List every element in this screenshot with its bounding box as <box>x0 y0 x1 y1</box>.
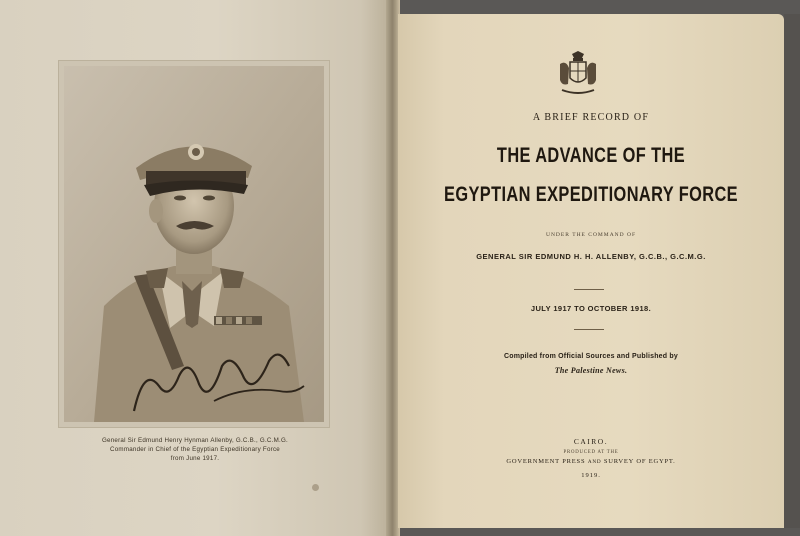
under-command-text: UNDER THE COMMAND OF <box>545 232 637 238</box>
general-portrait-photo <box>64 66 324 422</box>
royal-coat-of-arms-icon <box>556 50 600 98</box>
imprint-press <box>398 458 784 465</box>
compiled-statement: Compiled from Official Sources and Published by <box>504 353 678 360</box>
general-name: GENERAL SIR EDMUND H. H. ALLENBY, G.C.B., G.C.M.G. <box>476 252 706 261</box>
page-edge-shadow <box>784 14 800 528</box>
subtitle-brief-record: A BRIEF RECORD OF <box>532 112 650 123</box>
caption-line: General Sir Edmund Henry Hynman Allenby, G.C.B., G.C.M.G. <box>101 437 289 444</box>
portrait-caption <box>60 436 330 463</box>
caption-line: Commander in Chief of the Egyptian Expeditionary Force <box>110 446 280 453</box>
imprint-year: 1919. <box>581 472 601 479</box>
title-line-2: EGYPTIAN EXPEDITIONARY FORCE <box>444 183 738 206</box>
survey-name: SURVEY OF EGYPT. <box>603 458 676 465</box>
press-and: AND <box>587 459 602 465</box>
imprint-produced-at: PRODUCED AT THE <box>563 450 619 455</box>
title-line-1: THE ADVANCE OF THE <box>496 144 686 167</box>
date-range: JULY 1917 TO OCTOBER 1918. <box>530 304 652 313</box>
caption-line: from June 1917. <box>170 455 220 462</box>
publisher-name: The Palestine News. <box>554 366 628 375</box>
paper-stain <box>312 484 319 491</box>
divider-rule <box>574 289 604 290</box>
imprint-city: CAIRO. <box>573 437 609 446</box>
frontispiece-page <box>0 0 392 536</box>
press-name: GOVERNMENT PRESS <box>506 458 586 465</box>
portrait-plate <box>58 60 330 428</box>
divider-rule <box>574 329 604 330</box>
